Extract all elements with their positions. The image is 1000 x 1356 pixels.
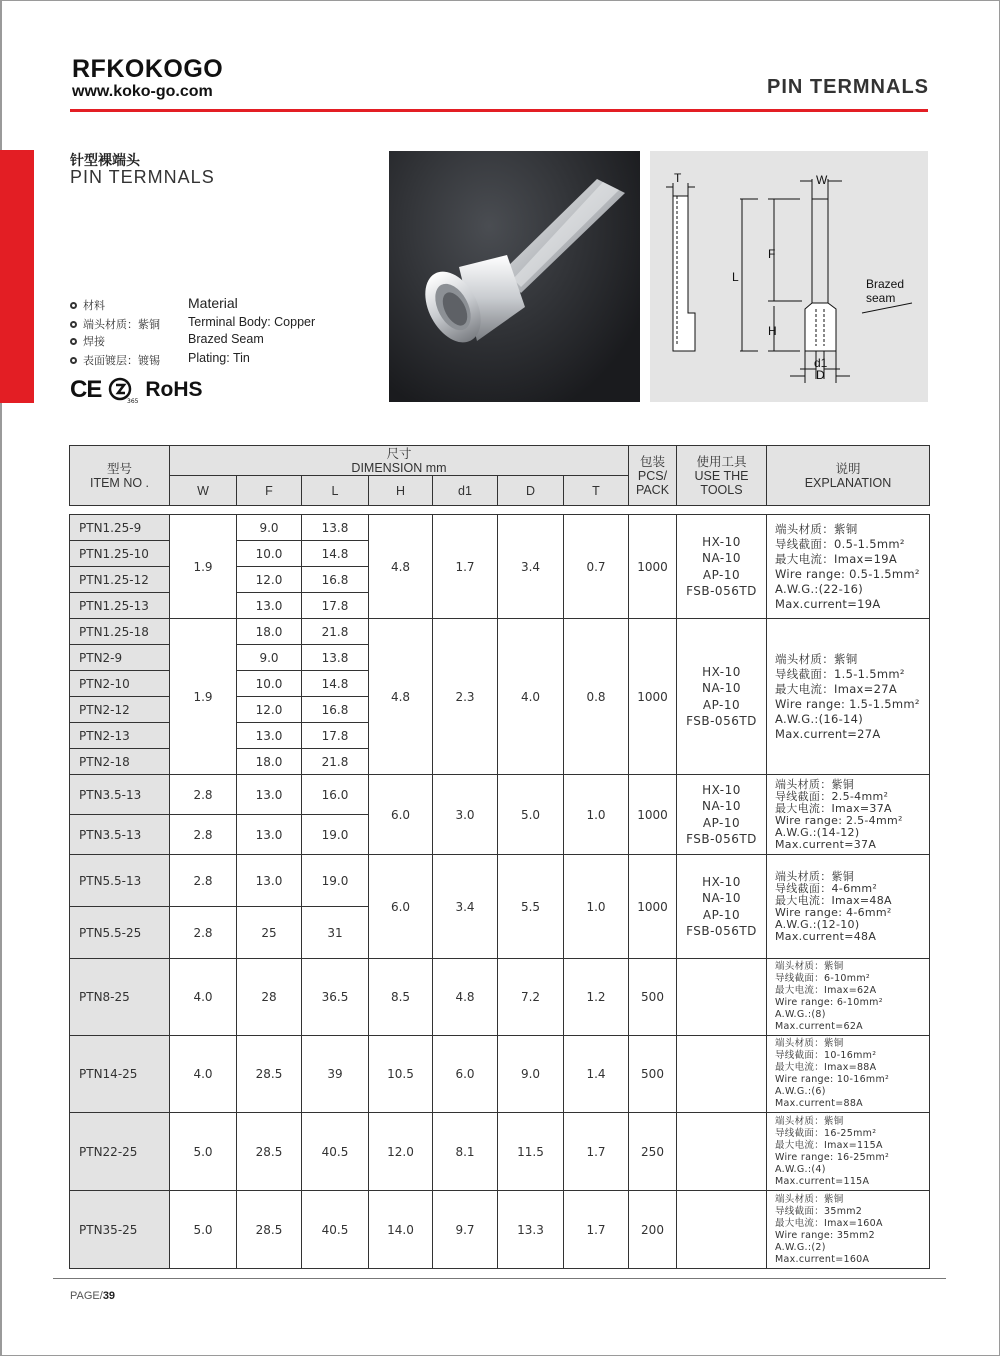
bullet-icon [70, 338, 77, 345]
tools-cell-line: AP-10 [702, 907, 741, 922]
f-cell: 13.0 [237, 855, 302, 907]
explanation-cell-line: Max.current=27A [775, 726, 881, 741]
explanation-cell-line: 端头材质：紫铜 [775, 1038, 844, 1049]
explanation-cell-line: A.W.G.:(22-16) [775, 581, 864, 596]
d-cell: 5.0 [498, 775, 564, 855]
d1-cell: 3.0 [433, 775, 498, 855]
f-cell: 13.0 [237, 593, 302, 619]
item-no-cell: PTN5.5-25 [70, 907, 170, 959]
table-row [70, 515, 930, 541]
explanation-cell-line: Max.current=115A [775, 1175, 870, 1187]
l-cell: 16.8 [302, 697, 369, 723]
header-t: T [564, 476, 629, 506]
header-divider [70, 109, 928, 112]
spec-item-seam-en: Brazed Seam [188, 332, 264, 346]
header-d1: d1 [433, 476, 498, 506]
d1-cell: 3.4 [433, 855, 498, 959]
explanation-cell-line: 端头材质：紫铜 [775, 961, 844, 972]
d-cell: 3.4 [498, 515, 564, 619]
certifications [70, 375, 203, 405]
t-cell: 0.8 [564, 619, 629, 775]
d1-cell: 9.7 [433, 1191, 498, 1269]
item-no-cell: PTN1.25-18 [70, 619, 170, 645]
d1-cell: 2.3 [433, 619, 498, 775]
w-cell: 5.0 [170, 1113, 237, 1191]
explanation-cell-line: 端头材质：紫铜 [775, 1115, 844, 1127]
page-number: PAGE/39 [70, 1290, 116, 1302]
tools-cell-line: FSB-056TD [686, 584, 757, 598]
w-cell: 2.8 [170, 775, 237, 815]
dimension-diagram [650, 151, 928, 402]
explanation-cell-line: A.W.G.:(14-12) [775, 825, 860, 839]
spec-item-plating-cn: 表面镀层：镀锡 [70, 352, 160, 368]
item-no-cell: PTN1.25-13 [70, 593, 170, 619]
pack-cell: 250 [629, 1113, 677, 1191]
t-cell: 0.7 [564, 515, 629, 619]
d1-cell: 8.1 [433, 1113, 498, 1191]
tools-cell [677, 619, 767, 775]
w-cell: 5.0 [170, 1191, 237, 1269]
table-row [70, 775, 930, 815]
explanation-cell-line: 端头材质：紫铜 [775, 651, 858, 666]
item-no-cell: PTN2-9 [70, 645, 170, 671]
w-cell: 1.9 [170, 619, 237, 775]
l-cell: 21.8 [302, 749, 369, 775]
pack-cell: 1000 [629, 855, 677, 959]
f-cell: 12.0 [237, 697, 302, 723]
pin-terminal-image [389, 151, 640, 402]
item-no-cell: PTN1.25-12 [70, 567, 170, 593]
explanation-cell [767, 855, 930, 959]
item-no-cell: PTN5.5-13 [70, 855, 170, 907]
l-cell: 40.5 [302, 1191, 369, 1269]
explanation-cell-line: 最大电流：Imax=27A [775, 681, 897, 696]
item-no-cell: PTN2-10 [70, 671, 170, 697]
explanation-cell-line: A.W.G.:(8) [775, 1009, 826, 1020]
f-cell: 28.5 [237, 1113, 302, 1191]
rohs-mark: RoHS [145, 378, 203, 401]
item-no-cell: PTN1.25-10 [70, 541, 170, 567]
brand-logo: RFKOKOGO [72, 55, 224, 83]
pack-cell: 500 [629, 959, 677, 1036]
explanation-cell [767, 1113, 930, 1191]
spec-item-plating-en: Plating: Tin [188, 351, 250, 365]
dim-label-h: H [768, 324, 777, 338]
tools-cell-line: HX-10 [702, 534, 741, 549]
l-cell: 17.8 [302, 593, 369, 619]
item-no-cell: PTN3.5-13 [70, 775, 170, 815]
w-cell: 1.9 [170, 515, 237, 619]
explanation-cell-line: Wire range: 16-25mm² [775, 1151, 890, 1163]
t-cell: 1.7 [564, 1191, 629, 1269]
item-no-cell: PTN2-13 [70, 723, 170, 749]
header-l: L [302, 476, 369, 506]
explanation-cell-line: Max.current=62A [775, 1021, 863, 1032]
explanation-cell [767, 619, 930, 775]
product-title-cn: 针型裸端头 [70, 153, 140, 169]
page-title: PIN TERMNALS [767, 76, 929, 98]
spec-item-material-en: Material [188, 295, 238, 311]
explanation-cell-line: 导线截面：4-6mm² [775, 881, 878, 895]
label-brazed: Brazed [866, 277, 905, 291]
d1-cell: 6.0 [433, 1036, 498, 1113]
l-cell: 36.5 [302, 959, 369, 1036]
tools-cell [677, 515, 767, 619]
tools-cell-line: NA-10 [701, 551, 742, 565]
explanation-cell-line: Max.current=48A [775, 929, 877, 943]
h-cell: 6.0 [369, 775, 433, 855]
pack-cell: 1000 [629, 775, 677, 855]
d-cell: 4.0 [498, 619, 564, 775]
tools-cell-line: AP-10 [702, 567, 741, 582]
item-no-cell: PTN14-25 [70, 1036, 170, 1113]
w-cell: 2.8 [170, 855, 237, 907]
explanation-cell [767, 1191, 930, 1269]
explanation-cell-line: 导线截面：16-25mm² [775, 1127, 877, 1139]
h-cell: 4.8 [369, 619, 433, 775]
dim-label-t: T [674, 171, 682, 185]
l-cell: 14.8 [302, 541, 369, 567]
t-cell: 1.0 [564, 775, 629, 855]
explanation-cell-line: Wire range: 35mm2 [775, 1229, 875, 1241]
item-no-cell: PTN35-25 [70, 1191, 170, 1269]
f-cell: 10.0 [237, 541, 302, 567]
dim-label-d: D [816, 368, 825, 382]
t-cell: 1.7 [564, 1113, 629, 1191]
tools-cell-line: FSB-056TD [686, 714, 757, 728]
dim-label-w: W [816, 173, 828, 187]
table-row [70, 1191, 930, 1269]
technical-drawing [650, 151, 928, 402]
f-cell: 18.0 [237, 749, 302, 775]
f-cell: 13.0 [237, 775, 302, 815]
l-cell: 13.8 [302, 515, 369, 541]
f-cell: 9.0 [237, 645, 302, 671]
pack-cell: 200 [629, 1191, 677, 1269]
explanation-cell-line: 导线截面：10-16mm² [775, 1050, 877, 1061]
l-cell: 16.8 [302, 567, 369, 593]
explanation-cell-line: A.W.G.:(6) [775, 1086, 826, 1097]
product-title-en: PIN TERMNALS [70, 167, 215, 187]
h-cell: 4.8 [369, 515, 433, 619]
spec-item-body-en: Terminal Body: Copper [188, 315, 316, 329]
explanation-cell-line: 端头材质：紫铜 [775, 869, 855, 883]
explanation-cell-line: 导线截面：35mm2 [775, 1205, 863, 1217]
h-cell: 14.0 [369, 1191, 433, 1269]
website-url[interactable]: www.koko-go.com [72, 83, 213, 100]
l-cell: 17.8 [302, 723, 369, 749]
specification-table [69, 445, 930, 1269]
side-accent-bar [0, 150, 34, 403]
header-pack: 包装 PCS/ PACK [629, 446, 677, 506]
tools-cell-line: AP-10 [702, 815, 741, 830]
explanation-cell-line: 端头材质：紫铜 [775, 1193, 844, 1205]
explanation-cell [767, 775, 930, 855]
explanation-cell-line: 导线截面：2.5-4mm² [775, 789, 889, 803]
tools-cell [677, 1036, 767, 1113]
l-cell: 31 [302, 907, 369, 959]
explanation-cell-line: Wire range: 2.5-4mm² [775, 813, 903, 827]
item-no-cell: PTN3.5-13 [70, 815, 170, 855]
explanation-cell-line: 导线截面：1.5-1.5mm² [775, 666, 905, 681]
header-item-no: 型号 ITEM NO . [70, 446, 170, 506]
explanation-cell-line: Wire range: 6-10mm² [775, 997, 883, 1008]
h-cell: 10.5 [369, 1036, 433, 1113]
header-h: H [369, 476, 433, 506]
w-cell: 2.8 [170, 907, 237, 959]
explanation-cell-line: A.W.G.:(2) [775, 1241, 826, 1253]
explanation-cell-line: 端头材质：紫铜 [775, 521, 858, 536]
sgs-number: 365 [127, 398, 139, 405]
header-f: F [237, 476, 302, 506]
explanation-cell-line: 最大电流：Imax=62A [775, 985, 877, 996]
header-w: W [170, 476, 237, 506]
d-cell: 11.5 [498, 1113, 564, 1191]
l-cell: 39 [302, 1036, 369, 1113]
ce-mark: CE [70, 376, 102, 403]
bullet-icon [70, 357, 77, 364]
h-cell: 8.5 [369, 959, 433, 1036]
explanation-cell [767, 515, 930, 619]
l-cell: 19.0 [302, 815, 369, 855]
d-cell: 13.3 [498, 1191, 564, 1269]
f-cell: 28.5 [237, 1191, 302, 1269]
h-cell: 6.0 [369, 855, 433, 959]
explanation-cell-line: 导线截面：0.5-1.5mm² [775, 536, 905, 551]
f-cell: 25 [237, 907, 302, 959]
pack-cell: 1000 [629, 515, 677, 619]
item-no-cell: PTN2-12 [70, 697, 170, 723]
t-cell: 1.2 [564, 959, 629, 1036]
explanation-cell-line: 最大电流：Imax=115A [775, 1139, 883, 1151]
dim-label-f: F [768, 247, 776, 261]
d-cell: 9.0 [498, 1036, 564, 1113]
table-row [70, 959, 930, 1036]
tools-cell-line: HX-10 [702, 874, 741, 889]
explanation-cell-line: 最大电流：Imax=19A [775, 551, 897, 566]
header-d: D [498, 476, 564, 506]
explanation-cell-line: 最大电流：Imax=37A [775, 801, 892, 815]
tools-cell [677, 775, 767, 855]
pack-cell: 500 [629, 1036, 677, 1113]
header-tools: 使用工具 USE THE TOOLS [677, 446, 767, 506]
sgs-certification-icon [107, 376, 139, 405]
bullet-icon [70, 302, 77, 309]
dim-label-d1: d1 [814, 356, 828, 370]
tools-cell-line: HX-10 [702, 664, 741, 679]
f-cell: 9.0 [237, 515, 302, 541]
spec-item-seam-cn: 焊接 [70, 333, 105, 349]
item-no-cell: PTN22-25 [70, 1113, 170, 1191]
f-cell: 28 [237, 959, 302, 1036]
header-dimension: 尺寸 DIMENSION mm [170, 446, 629, 476]
w-cell: 4.0 [170, 1036, 237, 1113]
f-cell: 12.0 [237, 567, 302, 593]
item-no-cell: PTN2-18 [70, 749, 170, 775]
f-cell: 18.0 [237, 619, 302, 645]
footer-divider [53, 1278, 946, 1279]
explanation-cell-line: Max.current=19A [775, 596, 881, 611]
table-spacer-cell [70, 506, 930, 515]
d-cell: 5.5 [498, 855, 564, 959]
explanation-cell-line: 导线截面：6-10mm² [775, 973, 870, 984]
t-cell: 1.4 [564, 1036, 629, 1113]
w-cell: 4.0 [170, 959, 237, 1036]
h-cell: 12.0 [369, 1113, 433, 1191]
bullet-icon [70, 321, 77, 328]
explanation-cell-line: Wire range: 0.5-1.5mm² [775, 566, 920, 581]
header-explanation: 说明 EXPLANATION [767, 446, 930, 506]
d-cell: 7.2 [498, 959, 564, 1036]
l-cell: 13.8 [302, 645, 369, 671]
dim-label-l: L [732, 270, 739, 284]
table-spacer [70, 506, 930, 515]
explanation-cell [767, 959, 930, 1036]
explanation-cell-line: A.W.G.:(12-10) [775, 917, 860, 931]
l-cell: 21.8 [302, 619, 369, 645]
spec-item-body-cn: 端头材质：紫铜 [70, 316, 160, 332]
tools-cell [677, 1113, 767, 1191]
pack-cell: 1000 [629, 619, 677, 775]
table-row [70, 855, 930, 907]
explanation-cell-line: Wire range: 10-16mm² [775, 1074, 890, 1085]
table-row [70, 1036, 930, 1113]
explanation-cell-line: Max.current=88A [775, 1098, 863, 1109]
tools-cell-line: NA-10 [701, 681, 742, 695]
explanation-cell-line: Wire range: 4-6mm² [775, 905, 892, 919]
w-cell: 2.8 [170, 815, 237, 855]
explanation-cell-line: 端头材质：紫铜 [775, 777, 855, 791]
tools-cell-line: AP-10 [702, 697, 741, 712]
f-cell: 13.0 [237, 723, 302, 749]
spec-item-material-cn: 材料 [70, 297, 105, 313]
tools-cell-line: HX-10 [702, 782, 741, 797]
tools-cell-line: FSB-056TD [686, 924, 757, 938]
table-body [70, 506, 930, 1269]
f-cell: 28.5 [237, 1036, 302, 1113]
table-row [70, 1113, 930, 1191]
l-cell: 40.5 [302, 1113, 369, 1191]
tools-cell [677, 1191, 767, 1269]
tools-cell-line: NA-10 [701, 799, 742, 813]
item-no-cell: PTN1.25-9 [70, 515, 170, 541]
d1-cell: 4.8 [433, 959, 498, 1036]
f-cell: 10.0 [237, 671, 302, 697]
tools-cell [677, 855, 767, 959]
explanation-cell-line: 最大电流：Imax=48A [775, 893, 892, 907]
l-cell: 14.8 [302, 671, 369, 697]
explanation-cell-line: 最大电流：Imax=88A [775, 1062, 877, 1073]
explanation-cell-line: 最大电流：Imax=160A [775, 1217, 883, 1229]
tools-cell-line: FSB-056TD [686, 832, 757, 846]
tools-cell-line: NA-10 [701, 891, 742, 905]
t-cell: 1.0 [564, 855, 629, 959]
d1-cell: 1.7 [433, 515, 498, 619]
explanation-cell-line: Max.current=37A [775, 837, 877, 851]
tools-cell [677, 959, 767, 1036]
table-row [70, 619, 930, 645]
product-photo [389, 151, 640, 402]
explanation-cell [767, 1036, 930, 1113]
explanation-cell-line: A.W.G.:(4) [775, 1163, 826, 1175]
explanation-cell-line: Max.current=160A [775, 1253, 870, 1265]
f-cell: 13.0 [237, 815, 302, 855]
l-cell: 16.0 [302, 775, 369, 815]
item-no-cell: PTN8-25 [70, 959, 170, 1036]
l-cell: 19.0 [302, 855, 369, 907]
explanation-cell-line: A.W.G.:(16-14) [775, 711, 864, 726]
explanation-cell-line: Wire range: 1.5-1.5mm² [775, 696, 920, 711]
label-seam: seam [866, 291, 896, 305]
